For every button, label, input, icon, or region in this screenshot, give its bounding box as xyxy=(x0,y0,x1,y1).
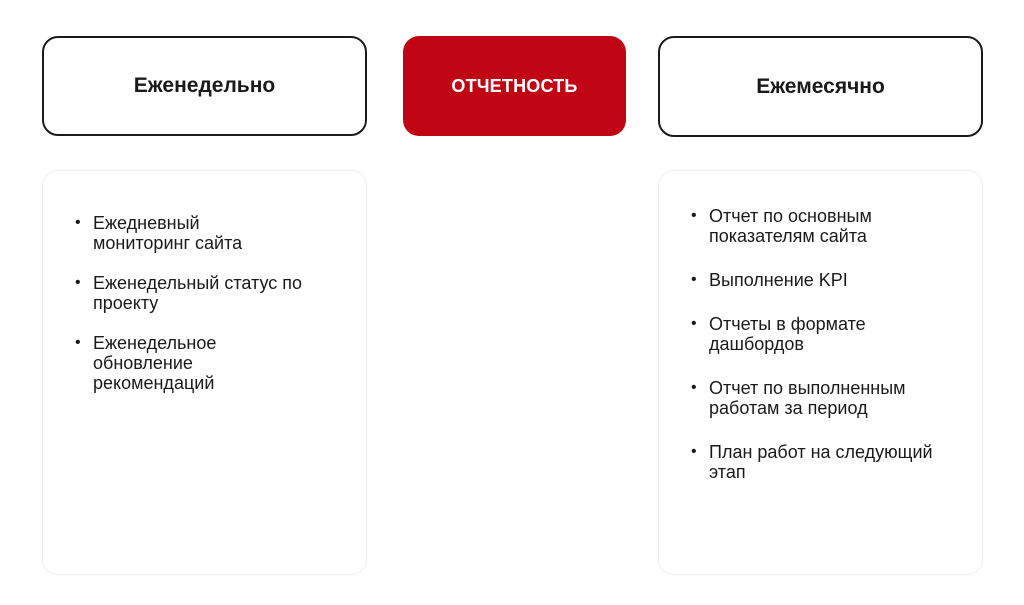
list-item-text: Выполнение KPI xyxy=(709,270,848,290)
weekly-list xyxy=(73,213,333,413)
list-item-text: Отчет по основным показателям сайта xyxy=(709,206,872,246)
bullet-icon: • xyxy=(75,334,81,351)
bullet-icon: • xyxy=(691,443,697,460)
bullet-icon: • xyxy=(691,271,697,288)
list-item xyxy=(689,206,929,246)
bullet-icon: • xyxy=(75,214,81,231)
reporting-header xyxy=(403,36,626,136)
weekly-header-label: Еженедельно xyxy=(133,74,276,97)
weekly-panel xyxy=(42,170,367,575)
weekly-header xyxy=(42,36,367,136)
list-item xyxy=(689,378,954,418)
list-item-text: Еженедельное обновление рекомендаций xyxy=(93,333,217,393)
list-item xyxy=(73,333,273,393)
monthly-header-label: Ежемесячно xyxy=(756,74,885,98)
list-item-text: Отчет по выполненным работам за период xyxy=(709,378,906,418)
list-item-text: Ежедневный мониторинг сайта xyxy=(93,213,243,253)
list-item xyxy=(689,442,974,482)
reporting-header-label: ОТЧЕТНОСТЬ xyxy=(451,75,578,96)
bullet-icon: • xyxy=(75,274,81,291)
monthly-panel xyxy=(658,170,983,575)
list-item-text: Еженедельный статус по проекту xyxy=(93,273,303,313)
monthly-header xyxy=(658,36,983,137)
bullet-icon: • xyxy=(691,315,697,332)
bullet-icon: • xyxy=(691,379,697,396)
list-item xyxy=(73,213,288,253)
list-item-text: Отчеты в формате дашбордов xyxy=(709,314,866,354)
monthly-list xyxy=(689,206,974,506)
list-item xyxy=(689,270,929,290)
bullet-icon: • xyxy=(691,207,697,224)
list-item xyxy=(73,273,313,313)
list-item xyxy=(689,314,909,354)
list-item-text: План работ на следующий этап xyxy=(709,442,933,482)
